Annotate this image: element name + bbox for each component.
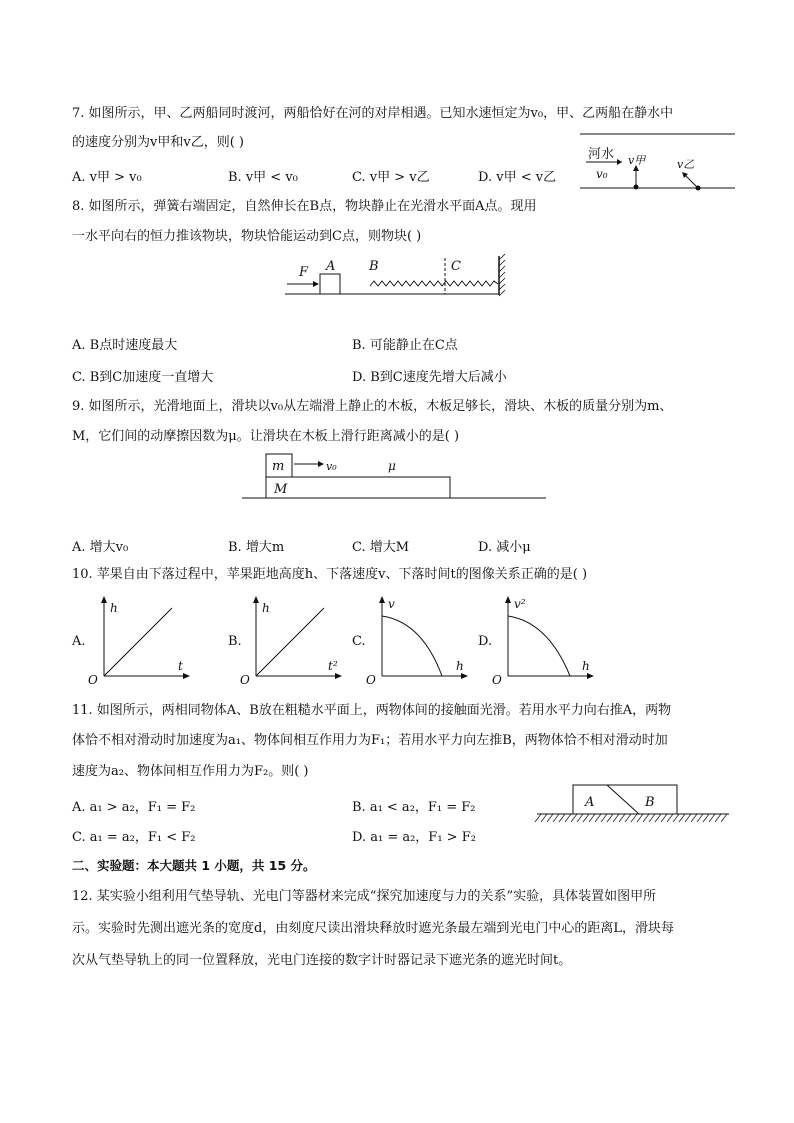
river-label: 河水 bbox=[588, 147, 615, 162]
q10-stem: 10. 苹果自由下落过程中，苹果距地高度h、下落速度v、下落时间t的图像关系正确的是( ) bbox=[72, 567, 588, 582]
svg-text:h: h bbox=[456, 659, 464, 673]
vjia-label: v甲 bbox=[628, 154, 646, 167]
mass-big-m-label: M bbox=[274, 482, 288, 497]
q10-option-d-label: D. bbox=[478, 634, 493, 649]
svg-text:v: v bbox=[388, 597, 395, 611]
q8-stem-line2: 一水平向右的恒力推该物块，物块恰能运动到C点，则物块( ) bbox=[72, 229, 422, 244]
svg-text:h: h bbox=[110, 601, 118, 615]
q9-option-c: C. 增大M bbox=[352, 540, 410, 555]
svg-text:O: O bbox=[240, 673, 250, 687]
block-a-label: A bbox=[585, 795, 595, 810]
q7-stem-line2: 的速度分别为v甲和v乙，则( ) bbox=[72, 135, 244, 150]
q7-option-b: B. v甲 < v₀ bbox=[228, 170, 298, 185]
q8-option-b: B. 可能静止在C点 bbox=[352, 338, 458, 353]
q7-option-c: C. v甲 > v乙 bbox=[352, 170, 430, 185]
point-b-label: B bbox=[369, 259, 379, 274]
q11-blocks-figure bbox=[535, 780, 735, 826]
q9-block-board-figure bbox=[240, 450, 550, 500]
q9-option-b: B. 增大m bbox=[228, 540, 285, 555]
q8-spring-figure bbox=[285, 254, 525, 299]
q7-option-a: A. v甲 > v₀ bbox=[72, 170, 142, 185]
q12-stem-line3: 次从气垫导轨上的同一位置释放，光电门连接的数字计时器记录下遮光条的遮光时间t。 bbox=[72, 953, 572, 968]
q10-option-a-label: A. bbox=[72, 634, 86, 649]
q8-option-c: C. B到C加速度一直增大 bbox=[72, 370, 214, 385]
force-label: F bbox=[299, 265, 309, 280]
point-a-label: A bbox=[326, 259, 336, 274]
q11-option-c: C. a₁ = a₂，F₁ < F₂ bbox=[72, 830, 196, 845]
mu-label: μ bbox=[388, 459, 396, 473]
svg-text:O: O bbox=[366, 673, 376, 687]
svg-text:h: h bbox=[582, 659, 590, 673]
vyi-label: v乙 bbox=[677, 158, 695, 171]
svg-text:v²: v² bbox=[514, 597, 526, 611]
q10-option-b-label: B. bbox=[228, 634, 242, 649]
svg-text:h: h bbox=[262, 601, 270, 615]
q8-stem-line1: 8. 如图所示，弹簧右端固定，自然伸长在B点，物块静止在光滑水平面A点。现用 bbox=[72, 199, 537, 214]
section-2-heading: 二、实验题：本大题共 1 小题，共 15 分。 bbox=[72, 858, 316, 873]
q9-stem-line1: 9. 如图所示，光滑地面上，滑块以v₀从左端滑上静止的木板，木板足够长，滑块、木板的质量分别为m、 bbox=[72, 399, 673, 414]
q10-graph-c bbox=[364, 592, 474, 687]
v0-label: v₀ bbox=[596, 167, 608, 181]
q7-stem-line1: 7. 如图所示，甲、乙两船同时渡河，两船恰好在河的对岸相遇。已知水速恒定为v₀，甲、乙两船在静水中 bbox=[72, 106, 674, 121]
q10-graph-a bbox=[86, 592, 196, 687]
q11-stem-line1: 11. 如图所示，两相同物体A、B放在粗糙水平面上，两物体间的接触面光滑。若用水平力向右推A，两物 bbox=[72, 703, 672, 718]
q11-option-b: B. a₁ < a₂，F₁ = F₂ bbox=[352, 800, 476, 815]
q11-stem-line3: 速度为a₂、物体间相互作用力为F₂。则( ) bbox=[72, 764, 309, 779]
q8-option-d: D. B到C速度先增大后减小 bbox=[352, 370, 507, 385]
point-c-label: C bbox=[451, 259, 461, 274]
q12-stem-line2: 示。实验时先测出遮光条的宽度d，由刻度尺读出滑块释放时遮光条最左端到光电门中心的距离L，滑块每 bbox=[72, 921, 674, 936]
svg-text:t²: t² bbox=[328, 659, 338, 673]
v0-label: v₀ bbox=[326, 460, 337, 473]
svg-text:O: O bbox=[88, 673, 98, 687]
q10-graph-b bbox=[238, 592, 348, 687]
svg-text:O: O bbox=[492, 673, 502, 687]
q11-stem-line2: 体恰不相对滑动时加速度为a₁、物体间相互作用力为F₁；若用水平力向左推B，两物体恰不相对滑动时加 bbox=[72, 733, 668, 748]
q9-stem-line2: M，它们间的动摩擦因数为μ。让滑块在木板上滑行距离减小的是( ) bbox=[72, 429, 460, 444]
q11-option-a: A. a₁ > a₂，F₁ = F₂ bbox=[72, 800, 196, 815]
q10-option-c-label: C. bbox=[352, 634, 366, 649]
q9-option-d: D. 减小μ bbox=[478, 540, 531, 555]
mass-m-label: m bbox=[272, 459, 285, 474]
q10-graph-d bbox=[490, 592, 600, 687]
q9-option-a: A. 增大v₀ bbox=[72, 540, 129, 555]
svg-text:t: t bbox=[178, 659, 183, 673]
q12-stem-line1: 12. 某实验小组利用气垫导轨、光电门等器材来完成“探究加速度与力的关系”实验，具体装置如图甲所 bbox=[72, 889, 657, 904]
q7-option-d: D. v甲 < v乙 bbox=[478, 170, 557, 185]
block-b-label: B bbox=[645, 795, 655, 810]
q8-option-a: A. B点时速度最大 bbox=[72, 338, 178, 353]
q11-option-d: D. a₁ = a₂，F₁ > F₂ bbox=[352, 830, 476, 845]
q7-river-figure bbox=[580, 128, 740, 198]
